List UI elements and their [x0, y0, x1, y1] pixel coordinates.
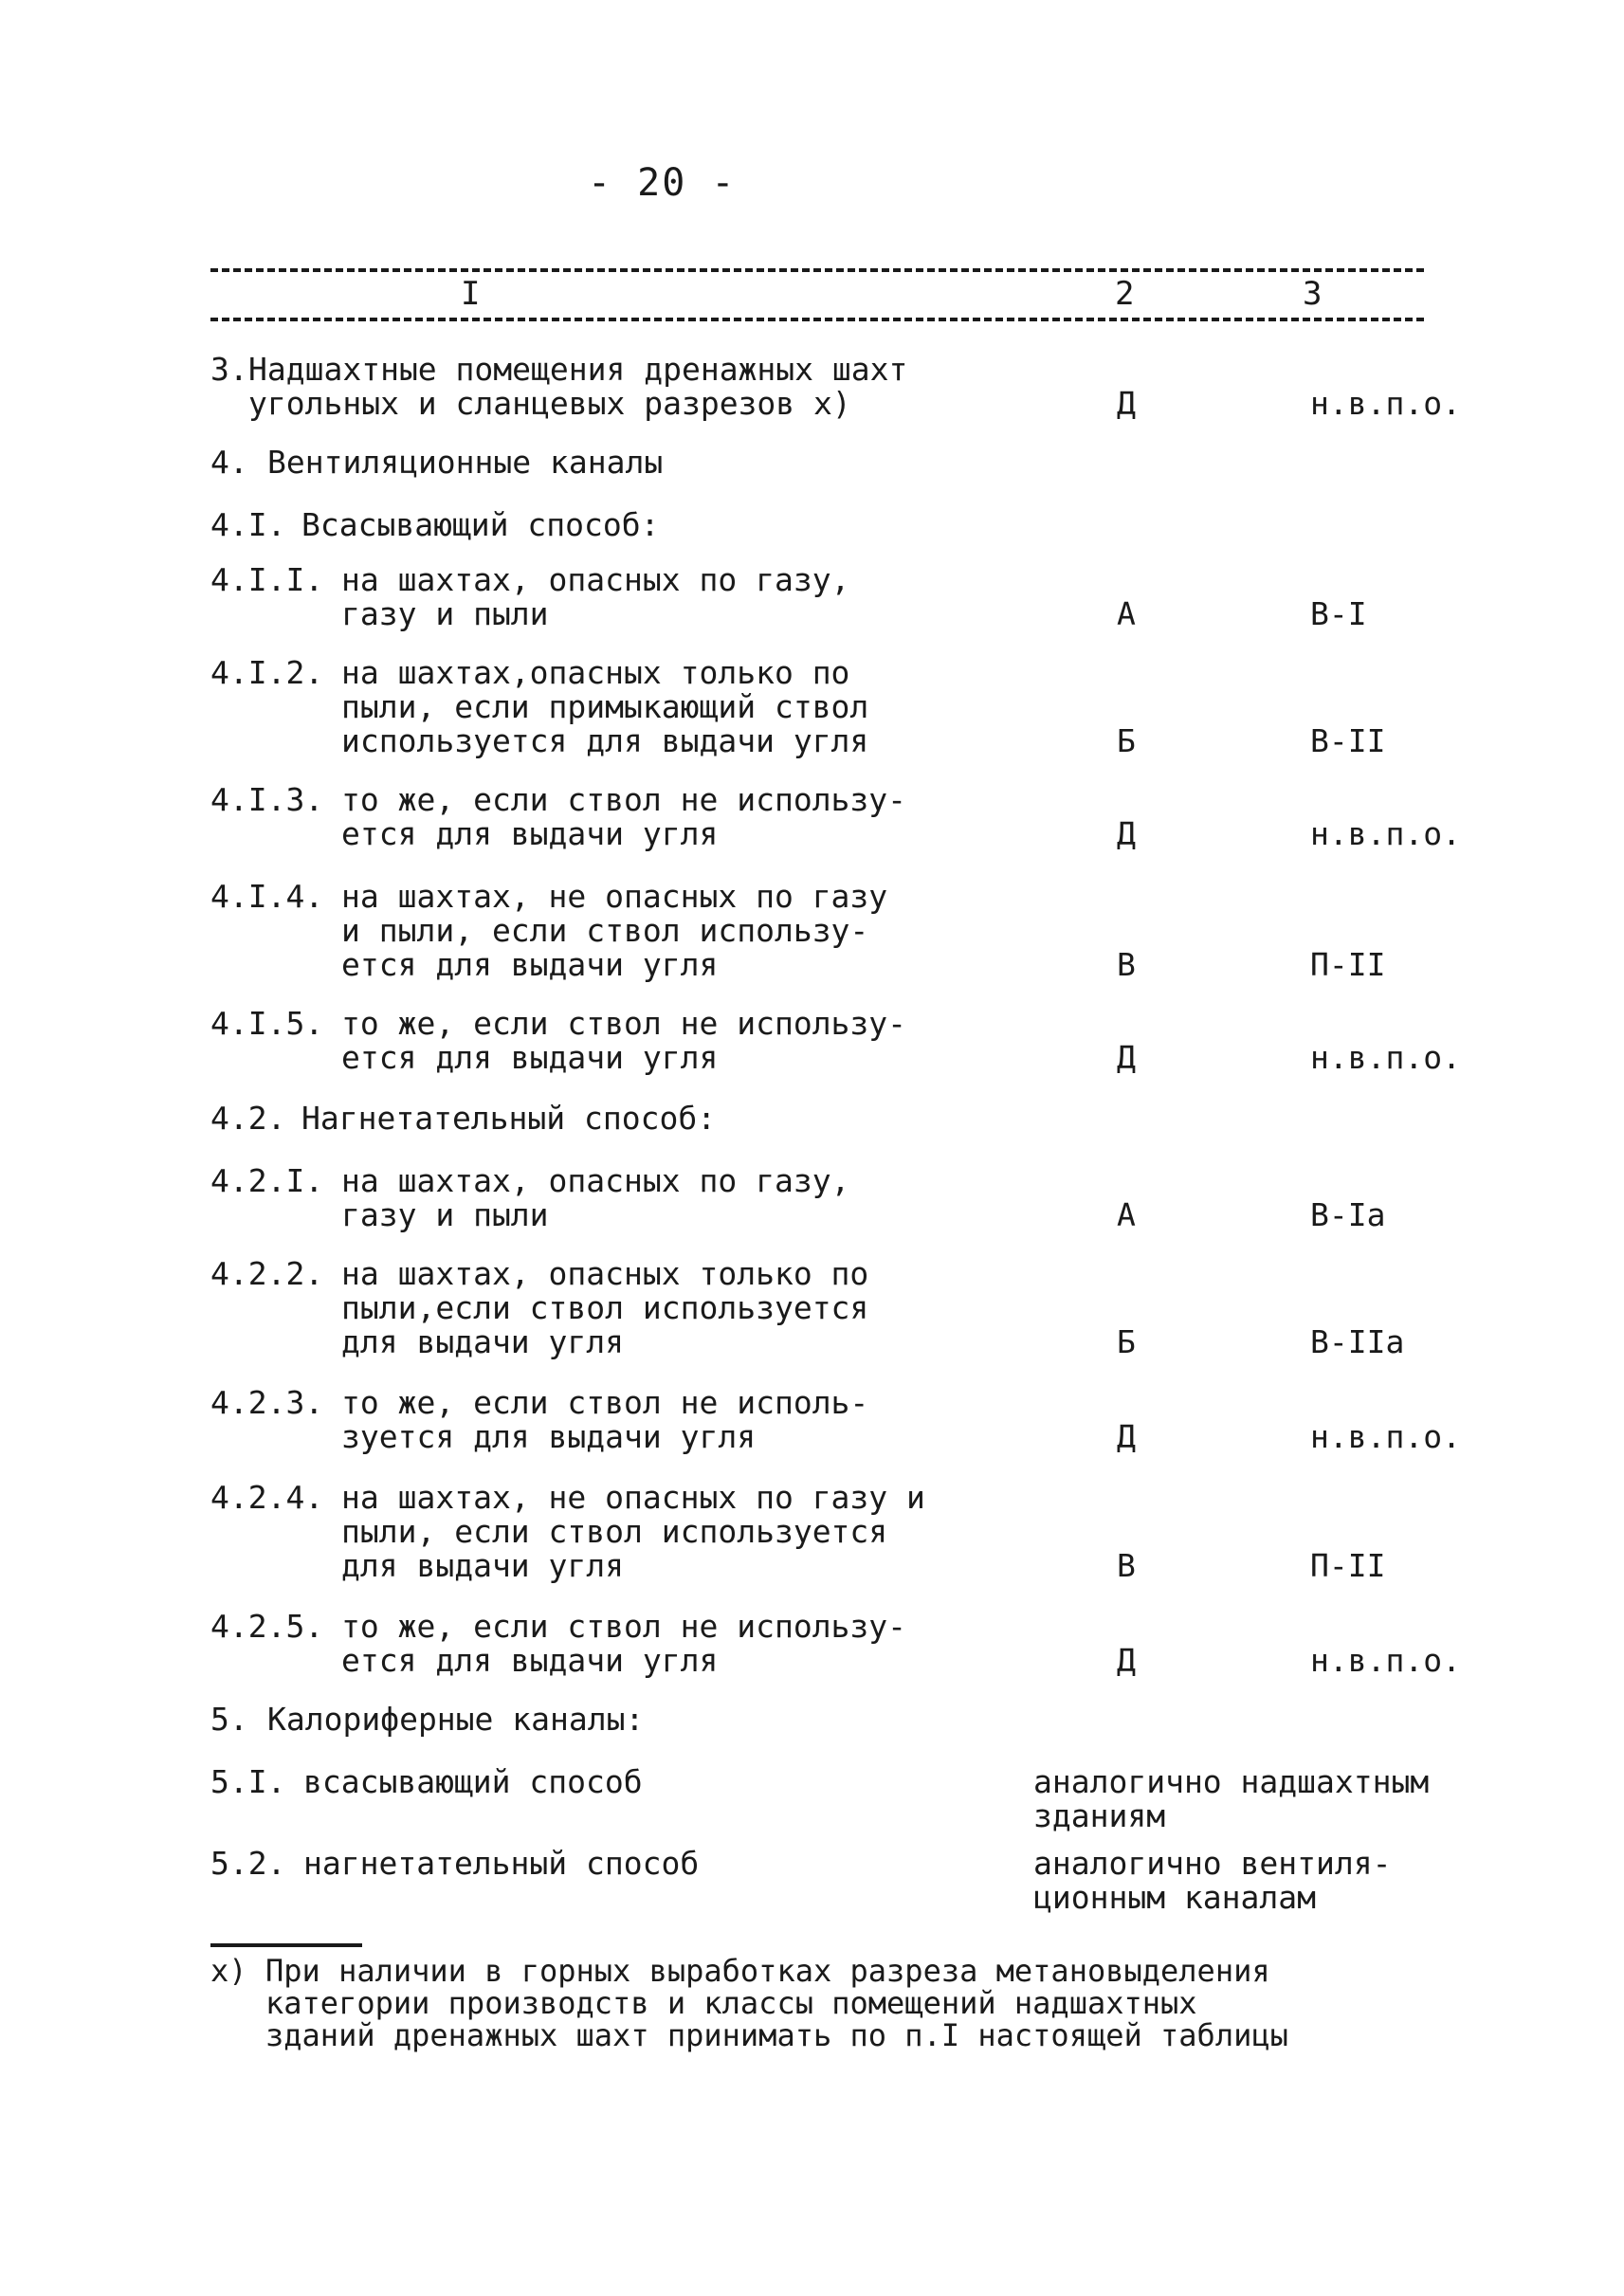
row-class: В-Iа: [1310, 1196, 1386, 1233]
row-description: то же, если ствол не использу- ется для выдачи угля: [341, 1608, 907, 1679]
row-description: нагнетательный способ: [303, 1845, 700, 1882]
row-class: н.в.п.о.: [1310, 1642, 1461, 1679]
row-number: 4.: [210, 444, 248, 481]
row-category: А: [1117, 595, 1136, 632]
row-number: 4.2.2.: [210, 1255, 324, 1292]
row-description: на шахтах, опасных по газу, газу и пыли: [341, 561, 850, 632]
row-number: 5.: [210, 1701, 248, 1738]
row-category: Д: [1117, 385, 1136, 422]
footnote: [210, 1955, 1443, 2051]
page-number: - 20 -: [588, 161, 737, 205]
row-number: 4.2.: [210, 1100, 286, 1137]
table-top-rule: [210, 268, 1424, 272]
row-description: то же, если ствол не использу- ется для выдачи угля: [341, 781, 907, 852]
row-number: 4.2.5.: [210, 1608, 324, 1645]
footnote-mark: х): [210, 1953, 247, 1989]
row-number: 4.I.5.: [210, 1005, 324, 1042]
row-category: В: [1117, 946, 1136, 983]
row-class: н.в.п.о.: [1310, 1039, 1461, 1076]
row-class: В-IIа: [1310, 1323, 1405, 1360]
row-class: н.в.п.о.: [1310, 815, 1461, 852]
row-number: 4.I.2.: [210, 654, 324, 691]
row-category: Д: [1117, 815, 1136, 852]
row-number: 5.2.: [210, 1845, 286, 1882]
row-class: н.в.п.о.: [1310, 1418, 1461, 1455]
row-category: Б: [1117, 722, 1136, 759]
footnote-rule: [210, 1943, 362, 1947]
row-description: на шахтах,опасных только по пыли, если примыкающий ствол используется для выдачи угля: [341, 654, 869, 759]
row-number: 4.I.4.: [210, 878, 324, 915]
row-description: то же, если ствол не исполь- зуется для выдачи угля: [341, 1384, 869, 1455]
row-description: то же, если ствол не использу- ется для выдачи угля: [341, 1005, 907, 1076]
row-category: В: [1117, 1547, 1136, 1584]
row-number: 5.I.: [210, 1763, 286, 1800]
row-description: Нагнетательный способ:: [301, 1100, 717, 1137]
row-number: 4.2.4.: [210, 1479, 324, 1516]
row-number: 4.I.3.: [210, 781, 324, 818]
row-note: аналогично надшахтным зданиям: [1033, 1763, 1430, 1834]
row-description: на шахтах, опасных по газу, газу и пыли: [341, 1162, 850, 1233]
footnote-text: При наличии в горных выработках разреза метановыделения категории производств и классы помещений надшахтных зданий дренажных шахт принимать по п.I настоящей таблицы: [265, 1953, 1288, 2053]
row-class: П-II: [1310, 946, 1386, 983]
column-header-3: 3: [1299, 275, 1325, 313]
row-number: 4.2.3.: [210, 1384, 324, 1421]
row-category: Б: [1117, 1323, 1136, 1360]
row-number: 4.I.I.: [210, 561, 324, 598]
row-description: Вентиляционные каналы: [267, 444, 664, 481]
row-category: Д: [1117, 1418, 1136, 1455]
row-description: всасывающий способ: [303, 1763, 643, 1800]
row-description: на шахтах, не опасных по газу и пыли, если ствол использу- ется для выдачи угля: [341, 878, 888, 983]
row-class: В-II: [1310, 722, 1386, 759]
row-note: аналогично вентиля- ционным каналам: [1033, 1845, 1392, 1916]
row-category: Д: [1117, 1039, 1136, 1076]
row-class: н.в.п.о.: [1310, 385, 1461, 422]
row-description: на шахтах, опасных только по пыли,если ствол используется для выдачи угля: [341, 1255, 869, 1360]
row-class: П-II: [1310, 1547, 1386, 1584]
row-number: 3.: [210, 351, 248, 388]
row-description: Надшахтные помещения дренажных шахт угольных и сланцевых разрезов х): [248, 351, 908, 422]
row-description: Всасывающий способ:: [301, 506, 660, 543]
row-description: Калориферные каналы:: [267, 1701, 645, 1738]
row-category: А: [1117, 1196, 1136, 1233]
row-description: на шахтах, не опасных по газу и пыли, если ствол используется для выдачи угля: [341, 1479, 925, 1584]
row-number: 4.I.: [210, 506, 286, 543]
row-category: Д: [1117, 1642, 1136, 1679]
column-header-2: 2: [1111, 275, 1138, 313]
table-header: [0, 275, 1624, 317]
row-number: 4.2.I.: [210, 1162, 324, 1199]
table-header-rule: [210, 318, 1424, 321]
row-class: В-I: [1310, 595, 1367, 632]
column-header-1: I: [457, 275, 484, 313]
